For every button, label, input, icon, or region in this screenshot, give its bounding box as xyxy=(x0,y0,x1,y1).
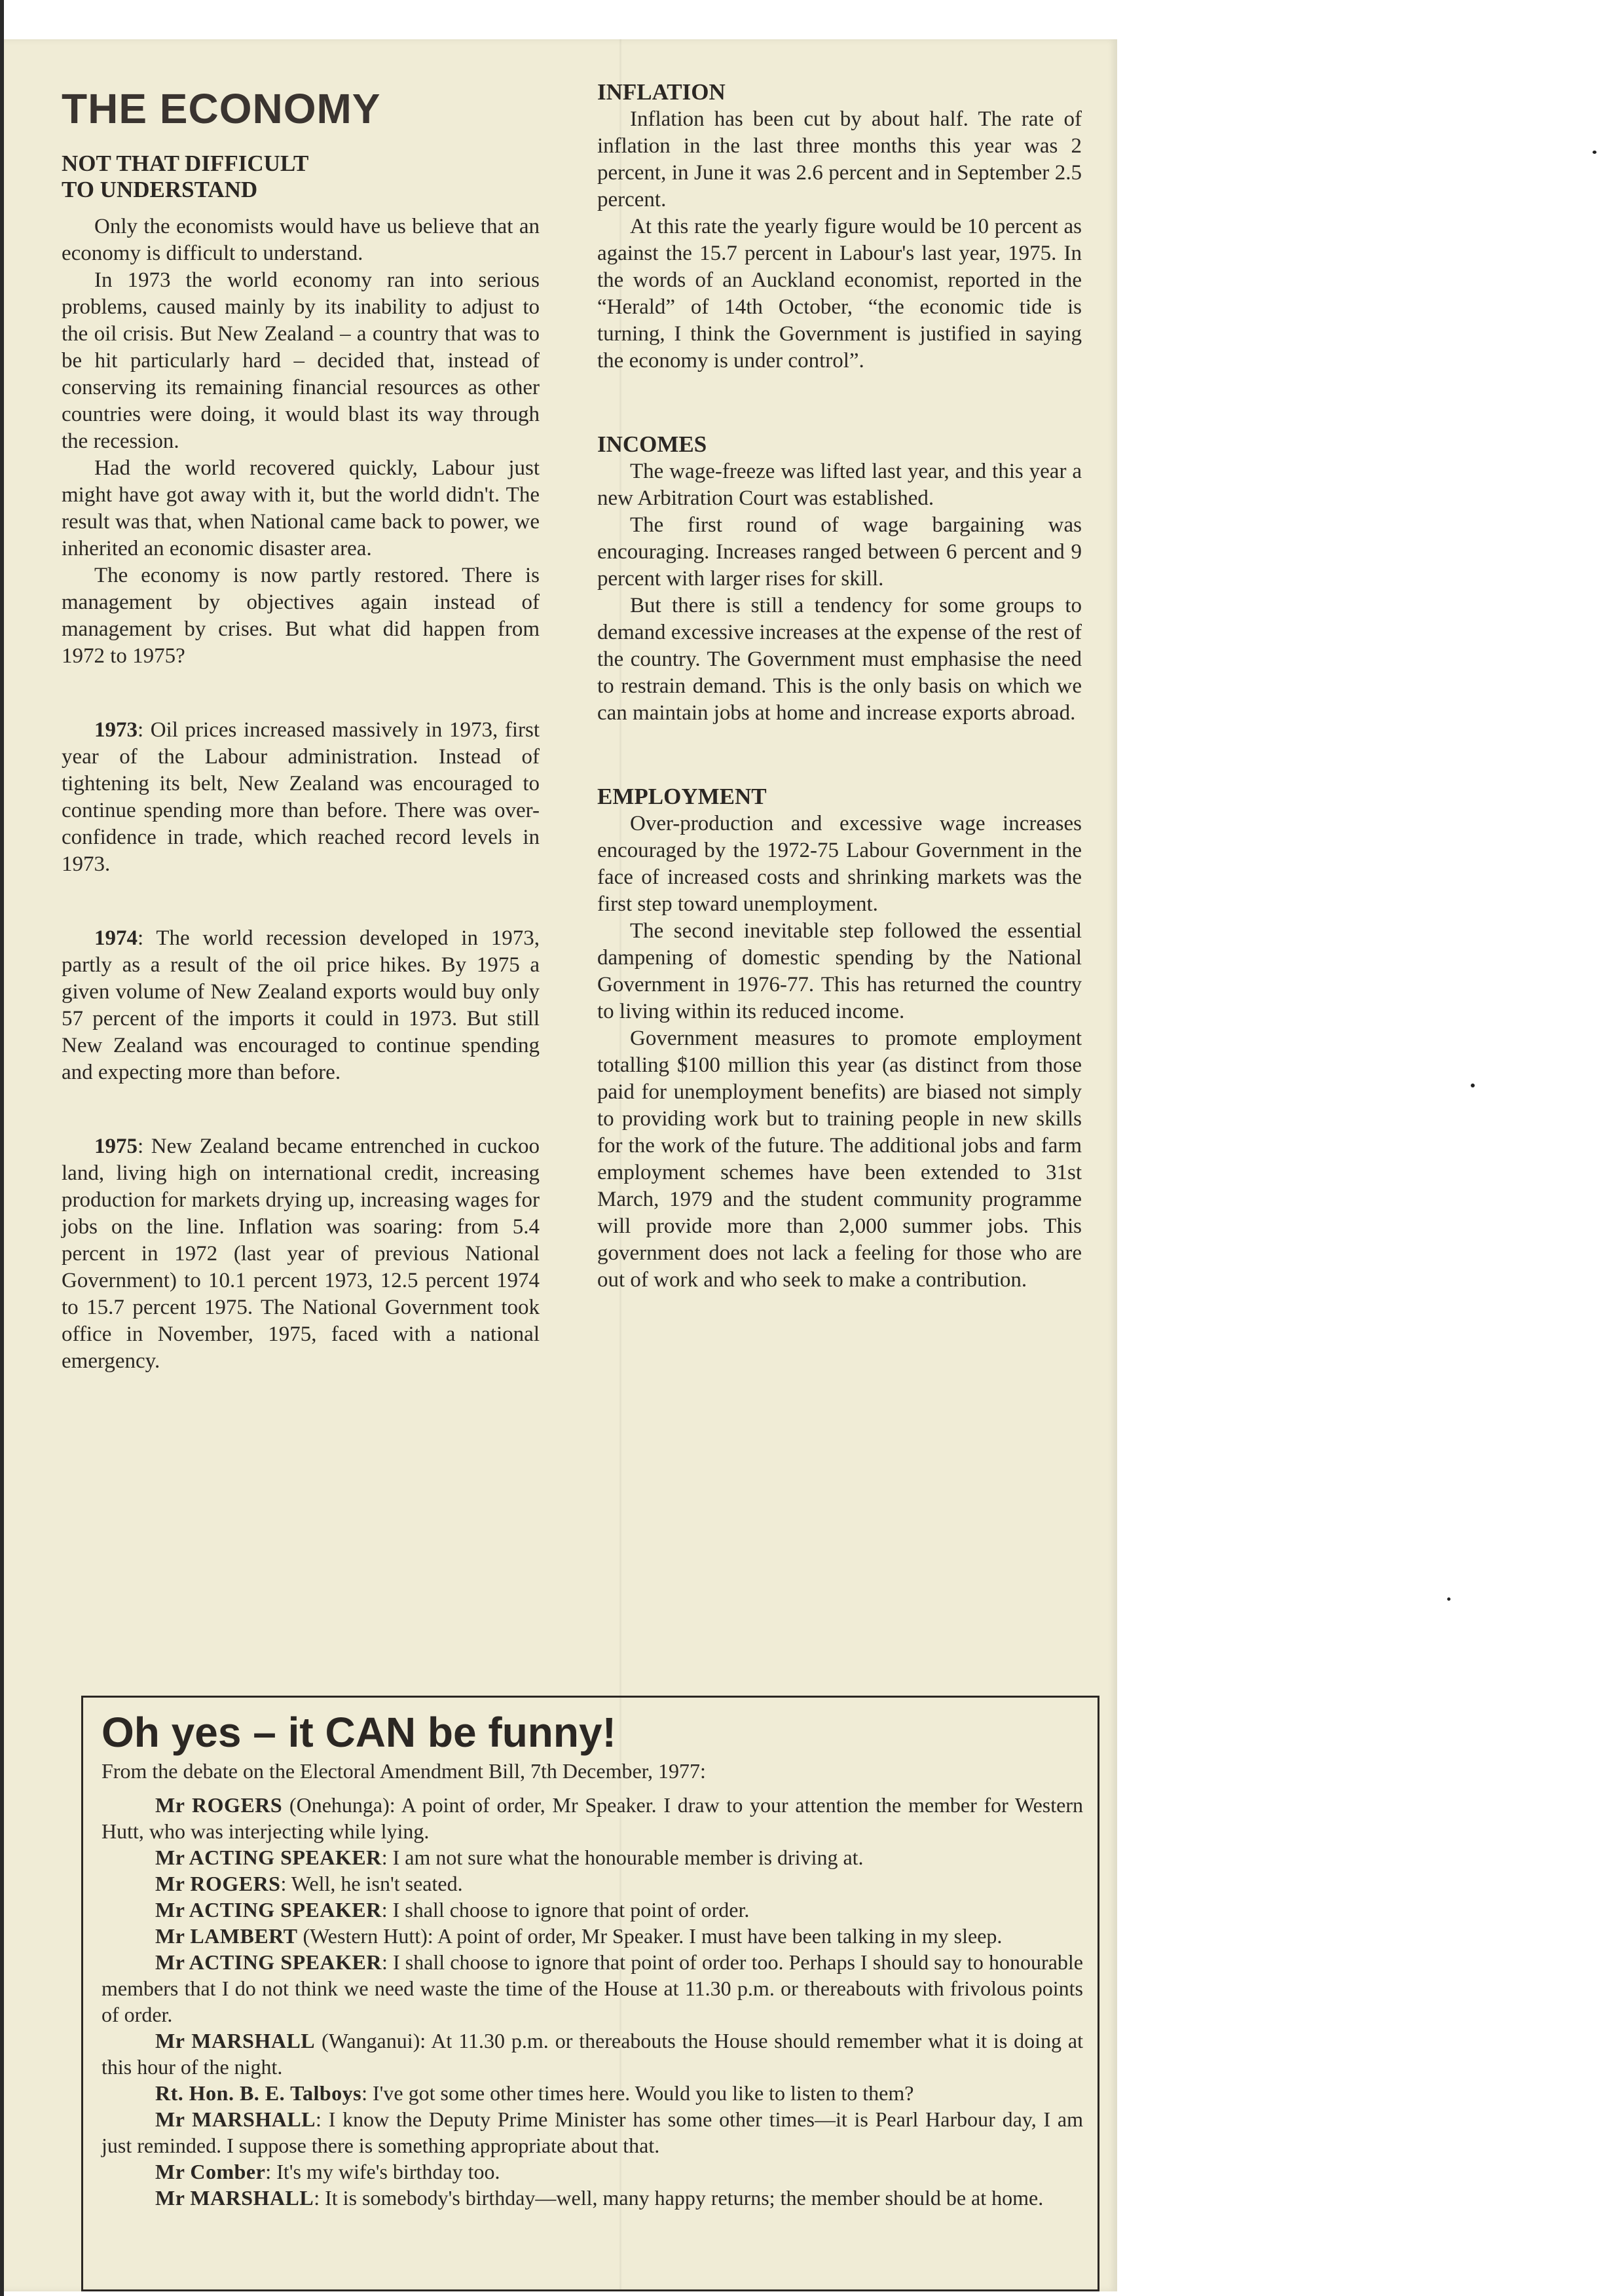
quote-box-title: Oh yes – it CAN be funny! xyxy=(101,1709,616,1756)
debate-line xyxy=(101,1923,1083,1949)
debate-line xyxy=(101,2185,1083,2211)
right-column xyxy=(597,79,1082,1294)
scan-speck xyxy=(1593,151,1596,154)
newspaper-page xyxy=(4,39,1117,2291)
speech-text: : I shall choose to ignore that point of order. xyxy=(381,1898,750,1922)
speaker-name: Mr ROGERS xyxy=(155,1793,283,1817)
speaker-name: Mr MARSHALL xyxy=(155,2107,316,2131)
speech-text: : I shall choose to ignore that point of order too. Perhaps I should say to honourable members that I do not think we need waste the time of the House at 11.30 p.m. or thereabouts with frivolous points of order. xyxy=(101,1950,1084,2026)
scan-speck xyxy=(1447,1597,1450,1601)
incomes-paragraph: But there is still a tendency for some groups to demand excessive increases at the expense of the rest of the country. The Government must emphasise the need to restrain demand. This is the only basis on which we can maintain jobs at home and increase exports abroad. xyxy=(597,594,1082,725)
speaker-name: Rt. Hon. B. E. Talboys xyxy=(155,2081,362,2105)
left-column xyxy=(62,85,540,1375)
year-label: 1973 xyxy=(94,718,138,742)
year-1975-paragraph xyxy=(62,1133,540,1375)
scan-speck xyxy=(1471,1084,1475,1087)
speaker-name: Mr ACTING SPEAKER xyxy=(155,1898,382,1922)
speaker-name: Mr ACTING SPEAKER xyxy=(155,1846,382,1869)
employment-paragraph: The second inevitable step followed the essential dampening of domestic spending by the National Government in 1976-77. This has returned the country to living within its reduced income. xyxy=(597,919,1082,1023)
year-text: : The world recession developed in 1973, partly as a result of the oil price hikes. By 1975 a given volume of New Zealand exports would buy only 57 percent of the imports it could in 1973. But still New Zealand was encouraged to continue spending and expecting more than before. xyxy=(62,926,540,1084)
year-text: : New Zealand became entrenched in cuckoo land, living high on international credit, increasing production for markets drying up, increasing wages for jobs on the line. Inflation was soaring: from 5.4 percent in 1972 (last year of previous National Government) to 10.1 percent 1973, 12.5 percent 1974 to 15.7 percent 1975. The National Government took office in November, 1975, faced with a national emergency. xyxy=(62,1135,540,1373)
incomes-paragraph: The wage-freeze was lifted last year, and this year a new Arbitration Court was established. xyxy=(597,460,1082,510)
speech-text: : I've got some other times here. Would you like to listen to them? xyxy=(361,2081,914,2105)
debate-line xyxy=(101,2106,1083,2159)
speech-text: : Well, he isn't seated. xyxy=(280,1872,463,1895)
speech-text: (Onehunga): A point of order, Mr Speaker. I draw to your attention the member for Western Hutt, who was interjecting while lying. xyxy=(101,1793,1084,1843)
intro-paragraph: The economy is now partly restored. There is management by objectives again instead of management by crises. But what did happen from 1972 to 1975? xyxy=(62,564,540,668)
speech-text: : I know the Deputy Prime Minister has some other times—it is Pearl Harbour day, I am just reminded. I suppose there is something appropriate about that. xyxy=(101,2107,1083,2157)
debate-line xyxy=(101,1844,1083,1870)
employment-paragraph: Government measures to promote employment totalling $100 million this year (as distinct from those paid for unemployment benefits) are biased not simply to providing work but to training people in new skills for the work of the future. The additional jobs and farm employment schemes have been extended to 31st March, 1979 and the student community programme will provide more than 2,000 summer jobs. This government does not lack a feeling for those who are out of work and who seek to make a contribution. xyxy=(597,1027,1082,1292)
page-subtitle: NOT THAT DIFFICULT TO UNDERSTAND xyxy=(62,151,308,202)
speech-text: (Wanganui): At 11.30 p.m. or thereabouts the House should remember what it is doing at this hour of the night. xyxy=(101,2029,1084,2079)
inflation-paragraph: Inflation has been cut by about half. The rate of inflation in the last three months this year was 2 percent, in June it was 2.6 percent and in September 2.5 percent. xyxy=(597,107,1082,211)
debate-line xyxy=(101,1870,1083,1897)
section-gap xyxy=(597,374,1082,431)
year-label: 1975 xyxy=(94,1135,138,1158)
debate-line xyxy=(101,1897,1083,1923)
inflation-heading: INFLATION xyxy=(597,79,726,105)
speaker-name: Mr MARSHALL xyxy=(155,2029,316,2052)
speaker-name: Mr ROGERS xyxy=(155,1872,281,1895)
parliament-quote-box xyxy=(81,1696,1099,2291)
incomes-heading: INCOMES xyxy=(597,431,707,457)
year-1973-paragraph xyxy=(62,717,540,878)
speaker-name: Mr LAMBERT xyxy=(155,1924,298,1948)
inflation-paragraph: At this rate the yearly figure would be 10 percent as against the 15.7 percent in Labour's last year, 1975. In the words of an Auckland economist, reported in the “Herald” of 14th October, “the economic tide is turning, I think the Government is justified in saying the economy is under control”. xyxy=(597,215,1082,373)
speaker-name: Mr MARSHALL xyxy=(155,2186,314,2210)
incomes-paragraph: The first round of wage bargaining was encouraging. Increases ranged between 6 percent and 9 percent with larger rises for skill. xyxy=(597,513,1082,591)
section-gap xyxy=(597,727,1082,783)
year-1974-paragraph xyxy=(62,925,540,1086)
debate-line xyxy=(101,1949,1083,2028)
debate-line xyxy=(101,2080,1083,2106)
intro-paragraph: In 1973 the world economy ran into serious problems, caused mainly by its inability to adjust to the oil crisis. But New Zealand – a country that was to be hit particularly hard – decided that, instead of conserving its remaining financial resources as other countries were doing, it would blast its way through the recession. xyxy=(62,268,540,453)
intro-paragraph: Only the economists would have us believe that an economy is difficult to understand. xyxy=(62,215,540,265)
year-text: : Oil prices increased massively in 1973, first year of the Labour administration. Instead of tightening its belt, New Zealand was encouraged to continue spending more than before. There was over-confidence in trade, which reached record levels in 1973. xyxy=(62,718,540,876)
speaker-name: Mr Comber xyxy=(155,2160,266,2183)
debate-line xyxy=(101,1792,1083,1844)
employment-heading: EMPLOYMENT xyxy=(597,784,767,809)
year-label: 1974 xyxy=(94,926,138,950)
quote-box-intro: From the debate on the Electoral Amendment Bill, 7th December, 1977: xyxy=(101,1759,706,1783)
intro-paragraph: Had the world recovered quickly, Labour just might have got away with it, but the world didn't. The result was that, when National came back to power, we inherited an economic disaster area. xyxy=(62,456,540,560)
speaker-name: Mr ACTING SPEAKER xyxy=(155,1950,382,1974)
speech-text: : I am not sure what the honourable member is driving at. xyxy=(381,1846,864,1869)
speech-text: (Western Hutt): A point of order, Mr Speaker. I must have been talking in my sleep. xyxy=(297,1924,1003,1948)
page-title: THE ECONOMY xyxy=(62,85,381,132)
debate-line xyxy=(101,2028,1083,2080)
speech-text: : It is somebody's birthday—well, many happy returns; the member should be at home. xyxy=(314,2186,1044,2210)
employment-paragraph: Over-production and excessive wage increases encouraged by the 1972-75 Labour Government in the face of increased costs and shrinking markets was the first step toward unemployment. xyxy=(597,812,1082,916)
debate-line xyxy=(101,2159,1083,2185)
speech-text: : It's my wife's birthday too. xyxy=(265,2160,500,2183)
